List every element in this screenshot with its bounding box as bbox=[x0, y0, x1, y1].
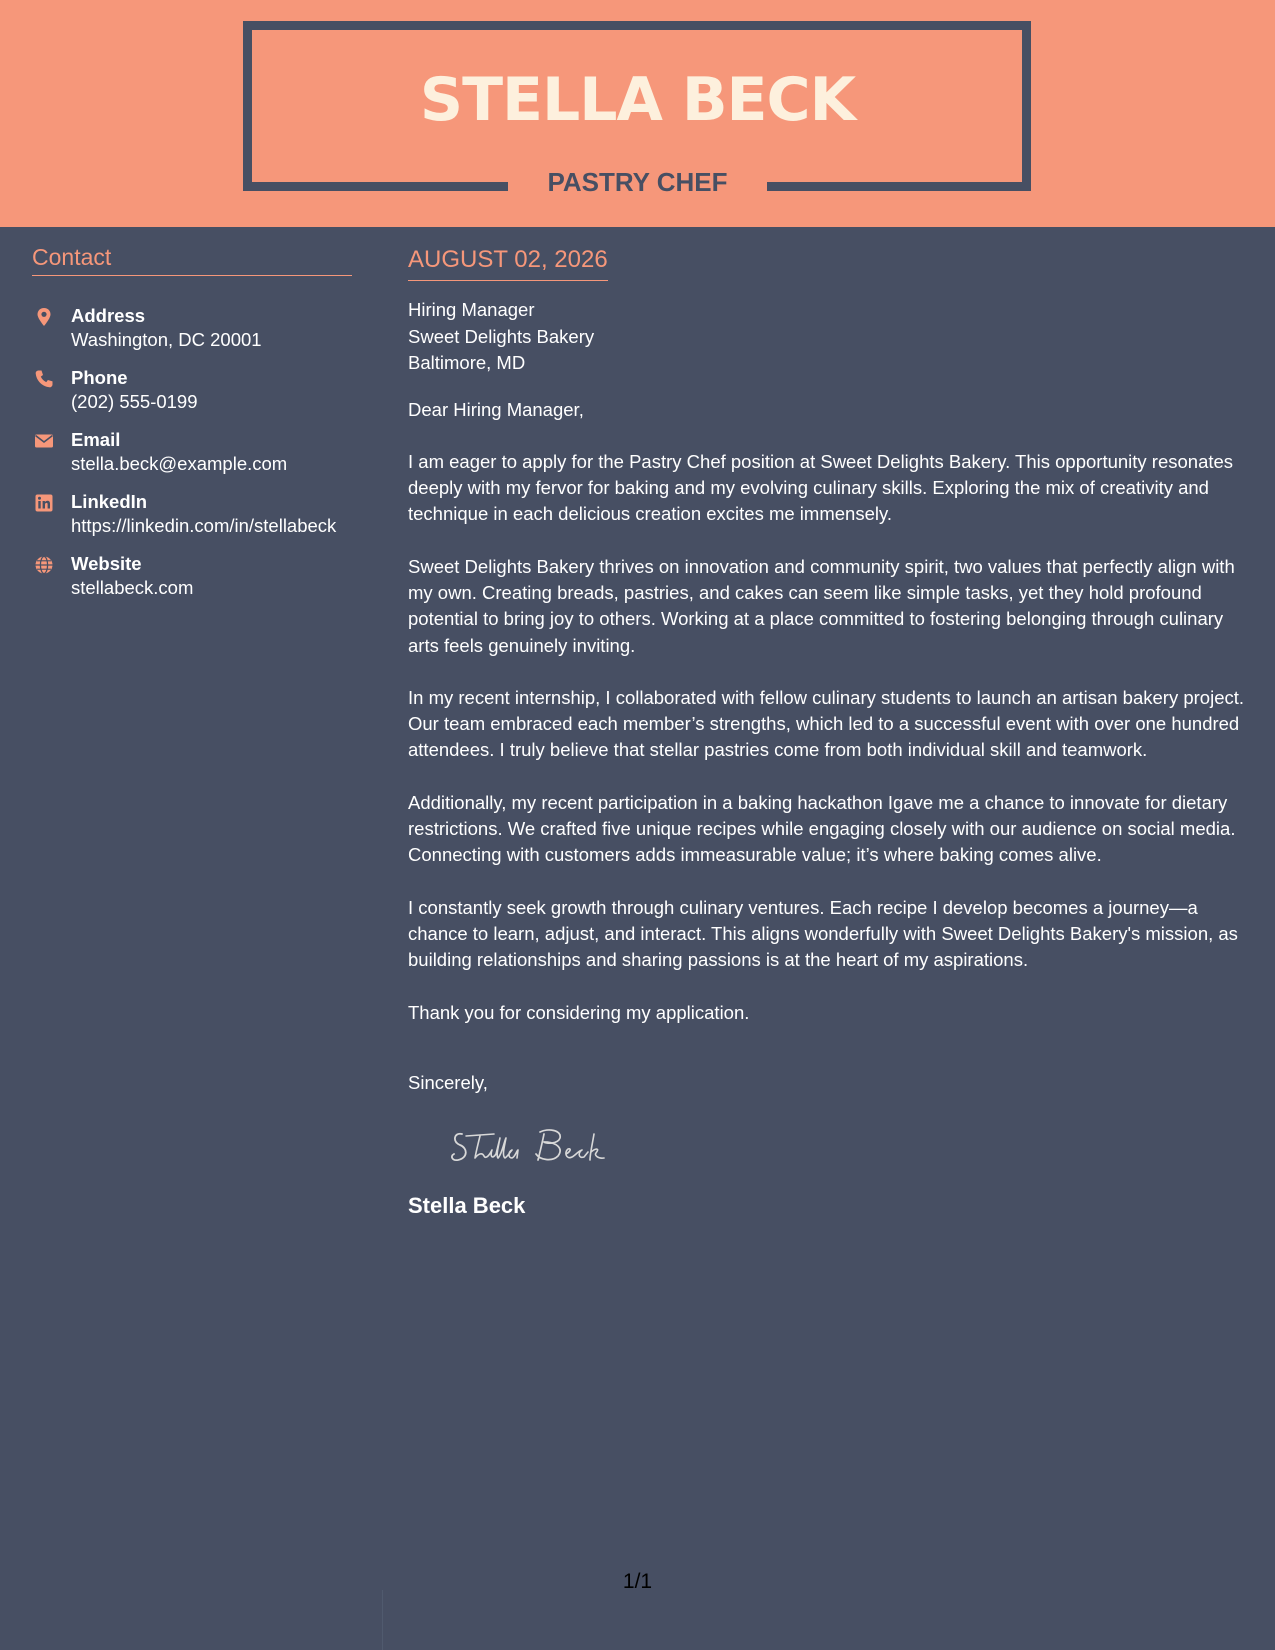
contact-value: Washington, DC 20001 bbox=[71, 329, 262, 350]
contact-label: Email bbox=[71, 429, 121, 450]
recipient-block bbox=[408, 297, 1253, 377]
handwritten-signature bbox=[448, 1120, 638, 1170]
contact-item-website bbox=[32, 551, 352, 600]
contact-value[interactable]: https://linkedin.com/in/stellabeck bbox=[71, 515, 337, 536]
contact-value: stella.beck@example.com bbox=[71, 453, 288, 474]
phone-icon bbox=[34, 369, 54, 389]
contact-label: Website bbox=[71, 553, 142, 574]
greeting: Dear Hiring Manager, bbox=[408, 398, 584, 420]
page-number: 1/1 bbox=[622, 1570, 653, 1593]
job-title: PASTRY CHEF bbox=[508, 162, 767, 202]
recipient-line: Baltimore, MD bbox=[408, 352, 526, 373]
recipient-line: Sweet Delights Bakery bbox=[408, 325, 595, 347]
paragraph: I am eager to apply for the Pastry Chef position at Sweet Delights Bakery. This opportunity resonates deeply with my fervor for baking and my evolving culinary skills. Exploring the mix of creativity and technique in each delicious creation excites me immensely. bbox=[408, 450, 1234, 525]
paragraph: Thank you for considering my application. bbox=[408, 1001, 750, 1023]
divider bbox=[382, 1590, 383, 1650]
letter-body bbox=[408, 244, 1253, 1221]
contact-sidebar bbox=[32, 242, 352, 600]
contact-heading: Contact bbox=[32, 242, 352, 276]
contact-value: (202) 555-0199 bbox=[71, 391, 198, 412]
email-icon bbox=[34, 431, 54, 451]
linkedin-icon bbox=[34, 493, 54, 513]
signature-name: Stella Beck bbox=[408, 1193, 526, 1219]
location-pin-icon bbox=[34, 307, 54, 327]
contact-label: LinkedIn bbox=[71, 491, 148, 512]
paragraph: Additionally, my recent participation in a baking hackathon Igave me a chance to innovate for dietary restrictions. We crafted five unique recipes while engaging closely with our audience on social media. Connecting with customers adds immeasurable value; it’s where baking comes alive. bbox=[408, 791, 1236, 866]
contact-item-linkedin bbox=[32, 489, 352, 538]
contact-value[interactable]: stellabeck.com bbox=[71, 577, 194, 598]
candidate-name: STELLA BECK bbox=[419, 65, 856, 135]
contact-item-address bbox=[32, 303, 352, 352]
globe-icon bbox=[34, 555, 54, 575]
contact-label: Phone bbox=[71, 367, 128, 388]
recipient-line: Hiring Manager bbox=[408, 299, 535, 320]
paragraph: In my recent internship, I collaborated with fellow culinary students to launch an artisan bakery project. Our team embraced each member’s strengths, which led to a successful event with over one hundred attendees. I truly believe that stellar pastries come from both individual skill and teamwork. bbox=[408, 686, 1245, 761]
closing: Sincerely, bbox=[408, 1071, 488, 1093]
paragraph: Sweet Delights Bakery thrives on innovation and community spirit, two values that perfectly align with my own. Creating breads, pastries, and cakes can seem like simple tasks, yet they hold profound potential to bring joy to others. Working at a place committed to fostering belonging through culinary arts feels genuinely inviting. bbox=[408, 555, 1235, 656]
contact-item-email bbox=[32, 427, 352, 476]
contact-label: Address bbox=[71, 305, 146, 326]
letter-date: AUGUST 02, 2026 bbox=[408, 244, 608, 281]
paragraph: I constantly seek growth through culinary ventures. Each recipe I develop becomes a journey—a chance to learn, adjust, and interact. This aligns wonderfully with Sweet Delights Bakery's mission, as building relationships and sharing passions is at the heart of my aspirations. bbox=[408, 896, 1238, 971]
contact-item-phone bbox=[32, 365, 352, 414]
